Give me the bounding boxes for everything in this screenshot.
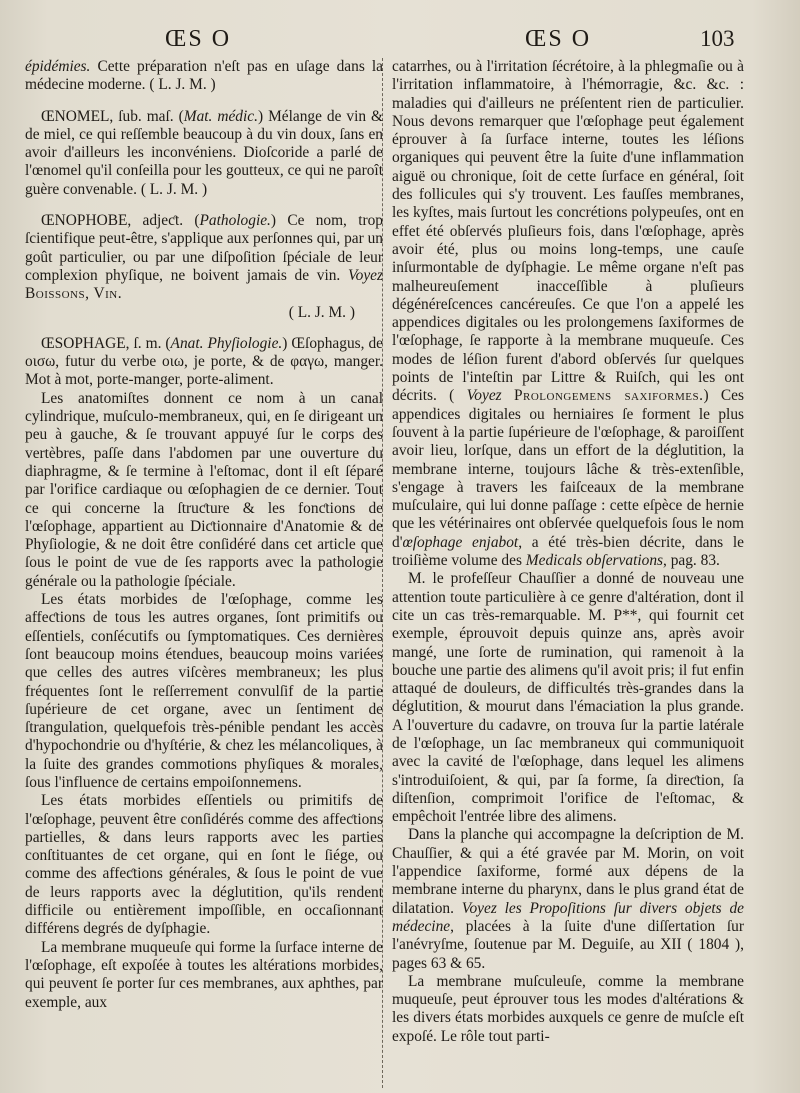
- entry-headword: ŒSOPHAGE: [41, 334, 126, 352]
- running-head-right: ŒS O: [525, 26, 592, 52]
- paragraph-text: catarrhes, ou à l'irritation ſécrétoire, à la phlegmaſie ou à l'irritation inflammatoire, à l'hémorragie, &c. &c. : maladies qui d'ailleurs ne préſentent rien de particulier. Nous devons remarquer que l'œſophage peut également éprouver à ſa ſurface interne, toutes les léſions organiques qui peuvent être la ſuite d'une inflammation aiguë ou chronique, ſoit de cette ſurface en général, ſoit des follicules qui s'y trouvent. Les fauſſes membranes, les kyſtes, mais ſurtout les concrétions polypeuſes, ont en effet été obſervés pluſieurs fois, dans l'œſophage, après avoir été, plus ou moins long-temps, une cauſe inſurmontable de dyſphagie. Le même organe n'eſt pas malheureuſement inacceſſible à pluſieurs dégénéreſcences cancéreuſes. Ce que l'on a appelé les appendices digitales ou les prolongemens ſaxiformes de l'œſophage, ſe rapporte à la membrane muqueuſe. Ces modes de léſion furent d'abord obſervés ſur quelques points de l'inteſtin par Littre & Ruiſch, qui les ont décrits.: [392, 58, 744, 405]
- paragraph-epidemies: [25, 58, 383, 95]
- paragraph-text: , pag. 83.: [663, 552, 720, 570]
- paragraph-anatomy: Les anatomiſtes donnent ce nom à un canal cylindrique, muſculo-membraneux, qui, en ſe dirigeant un peu à gauche, & ſe trouvant appuyé ſur le corps des vertèbres, paſſe dans l'abdomen par une ouverture du diaphragme, & ſe termine à l'eſtomac, dont il eſt ſéparé par l'orifice cardiaque ou œſophagien de ce dernier. Tout ce qui concerne la ſtruƈture & les fonƈtions de l'œſophage, appartient au Diƈtionnaire d'Anatomie & de Phyſiologie, & ne doit être conſidéré dans cet article que ſous le point de vue de ſes rapports avec la pathologie générale ou la pathologie ſpéciale.: [25, 389, 383, 590]
- entry-text: Œſophagus, de οισω, futur du verbe οιω, je porte, & de φαγω, manger. Mot à mot, porte-manger, porte-aliment.: [25, 334, 383, 389]
- grammar-note: , ſub. maſ. (: [109, 107, 184, 125]
- cross-reference: Voyez les Propoſitions ſur divers objets de médecine: [392, 899, 744, 935]
- author-signature-line: [25, 304, 383, 322]
- entry-oenophobe: [25, 212, 383, 303]
- paragraph-morbid-states-1: Les états morbides de l'œſophage, comme les affeƈtions de tous les autres organes, ſont primitifs ou eſſentiels, conſécutifs ou ſymptomatiques. Ces dernières ſont beaucoup moins étendues, beaucoup moins variées que celles des autres viſcères membraneux; les plus fréquentes ſont le reſſerrement convulſif de la partie ſupérieure de cet organe, avec un ſentiment de ſtrangulation, quelquefois très-pénible pendant les accès d'hypochondrie ou d'hyſtérie, & chez les mélancoliques, à la ſuite des grandes commotions phyſiques & morales, ſous l'influence de certains empoiſonnemens.: [25, 591, 383, 791]
- page-number: 103: [700, 26, 735, 51]
- cross-reference-label: Voyez: [466, 387, 502, 405]
- paragraph-text: , placées à la ſuite d'une diſſertation ſur l'anévryſme, ſoutenue par M. Deguiſe, au XII ( 1804 ), pages 63 & 65.: [392, 917, 744, 972]
- entry-headword: ŒNOMEL: [41, 107, 110, 125]
- paragraph-mucous-membrane: La membrane muqueuſe qui forme la ſurface interne de l'œſophage, eſt expoſée à toutes les altérations morbides, qui peuvent ſe porter ſur ces membranes, aux aphthes, par exemple, aux: [25, 938, 383, 1011]
- grammar-note: , adjeƈt. (: [127, 212, 200, 230]
- paragraph-muscular-membrane: La membrane muſculeuſe, comme la membrane muqueuſe, peut éprouver tous les modes d'altérations & les divers états morbides auxquels ce genre de muſcle eſt expoſé. Le rôle tout parti-: [392, 972, 744, 1045]
- entry-text: ) Ce nom, trop ſcientifique peut-être, s'applique aux perſonnes qui, par un goût particulier, ou par une diſpoſition ſpéciale de leur complexion phyſique, ne boivent jamais de vin.: [25, 212, 383, 284]
- grammar-note: ): [282, 334, 288, 352]
- author-signature: ( L. J. M. ): [149, 76, 216, 94]
- italic-term: œſophage enjabot: [402, 533, 519, 551]
- italic-term: épidémies.: [25, 58, 91, 75]
- right-column: [392, 58, 744, 1046]
- cross-reference-label: Voyez: [347, 266, 383, 284]
- subject-field: Anat. Phyſiologie.: [170, 334, 283, 352]
- paragraph-morbid-states-2: Les états morbides eſſentiels ou primitifs de l'œſophage, peuvent être conſidérés comme des affeƈtions partielles, & dans leurs rapports avec les parties conſtituantes de cet organe, qui en ſont le ſiége, ou comme des affeƈtions générales, & ſous le point de vue de leurs rapports avec la déglutition, qu'ils rendent difficile ou entièrement impoſſible, en occaſionnant différens degrés de dyſphagie.: [25, 792, 383, 938]
- entry-oesophage: [25, 335, 383, 390]
- entry-headword: ŒNOPHOBE: [41, 212, 128, 230]
- entry-oenomel: [25, 108, 383, 199]
- paragraph-text: ) Ces appendices digitales ou herniaires ſe forment le plus ſouvent à la partie ſupérieure de l'œſophage, & paroiſſent avoir lieu, lorſque, dans un effort de la déglutition, la membrane interne, toujours lâche & très-extenſible, s'engage à travers les faiſceaux de la membrane muſculaire, qui lui donne paſſage : cette eſpèce de hernie que les vétérinaires ont obſervée quelquefois ſous le nom d': [392, 387, 744, 551]
- italic-title: Medicals obſervations: [525, 552, 664, 570]
- cross-reference: Prolongemens saxiformes.: [513, 387, 704, 405]
- grammar-note: , ſ. m. (: [125, 334, 171, 352]
- left-column: [25, 58, 383, 1012]
- subject-field: Pathologie.: [199, 212, 271, 230]
- subject-field: Mat. médic.: [183, 107, 258, 125]
- author-signature: ( L. J. M. ): [140, 180, 208, 198]
- running-head: [0, 26, 800, 58]
- paragraph-chaussier: M. le profeſſeur Chauſſier a donné de nouveau une attention toute particulière à ce genre d'altération, dont il cite un cas très-remarquable. M. P**, qui fournit cet exemple, éprouvoit depuis quinze ans, après avoir mangé, une ſorte de rumination, qui ramenoit à la bouche une partie des alimens qu'il avoit pris; il fut enfin attaqué de douleurs, de difficultés très-grandes dans la déglutition, & mourut dans l'émaciation la plus grande. A l'ouverture du cadavre, on trouva ſur la partie latérale de l'œſophage, un ſac membraneux qui communiquoit avec la cavité de l'œſophage, dans lequel les alimens s'introduiſoient, & qui, par ſa forme, ſa direƈtion, ſa diſtenſion, comprimoit l'orifice de l'eſtomac, & empêchoit l'entrée libre des alimens.: [392, 570, 744, 826]
- paragraph-planche: [392, 826, 744, 972]
- paragraph-text: , a été très-bien décrite, dans le troiſième volume des: [392, 533, 744, 570]
- paragraph-continuation: catarrhes, ou à l'irritation ſécrétoire, à la phlegmaſie ou à l'irritation inflammatoire, à l'hémorragie, &c. &c. : maladies qui d'ailleurs ne préſentent rien de particulier. Nous devons remarquer que l'œſophage peut également éprouver à ſa ſurface interne, toutes les léſions organiques qui peuvent être la ſuite d'une inflammation aiguë ou chronique, ſoit de cette ſurface en général, ſoit des follicules qui s'y trouvent. Les fauſſes membranes, les kyſtes, mais ſurtout les concrétions polypeuſes, ont en effet été obſervés pluſieurs fois, dans l'œſophage, après avoir été, plus ou moins long-temps, une cauſe inſurmontable de dyſphagie. Le même organe n'eſt pas malheureuſement inacceſſible à pluſieurs dégénéreſcences cancéreuſes. Ce que l'on a appelé les appendices digitales ou les prolongemens ſaxiformes de l'œſophage, ſe rapporte à la membrane muqueuſe. Ces modes de léſion furent d'abord obſervés ſur quelques points de l'inteſtin par Littre & Ruiſch, qui les ont décrits. ( Voyez Prolongemens saxiformes.) Ces appendices digitales ou herniaires ſe forment le plus ſouvent à la partie ſupérieure de l'œſophage, & paroiſſent avoir lieu, lorſque, dans un effort de la déglutition, la membrane interne, toujours lâche & très-extenſible, s'engage à travers les faiſceaux de la membrane muſculaire, qui lui donne paſſage : cette eſpèce de hernie que les vétérinaires ont obſervée quelquefois ſous le nom d'œſophage enjabot, a été très-bien décrite, dans le troiſième volume des Medicals obſervations, pag. 83.: [392, 58, 744, 570]
- author-signature: ( L. J. M. ): [288, 303, 355, 321]
- paragraph-text: Cette préparation n'eſt pas en uſage dans la médecine moderne.: [25, 58, 383, 94]
- running-head-left: ŒS O: [165, 26, 232, 52]
- paragraph-text: Dans la planche qui accompagne la deſcription de M. Chauſſier, & qui a été gravée par M. Morin, on voit l'appendice ſaxiforme, formé aux dépens de la membrane interne du pharynx, dans le plus grand état de dilatation.: [392, 826, 744, 917]
- entry-text: ) Mélange de vin & de miel, ce qui reſſemble beaucoup à du vin doux, ſans en avoir d'ailleurs les inconvéniens. Dioſcoride a parlé de l'œnomel qu'il conſeilla pour les goutteux, ce qui ne paroît guère convenable.: [25, 107, 383, 198]
- cross-reference: Boissons, Vin.: [25, 285, 123, 303]
